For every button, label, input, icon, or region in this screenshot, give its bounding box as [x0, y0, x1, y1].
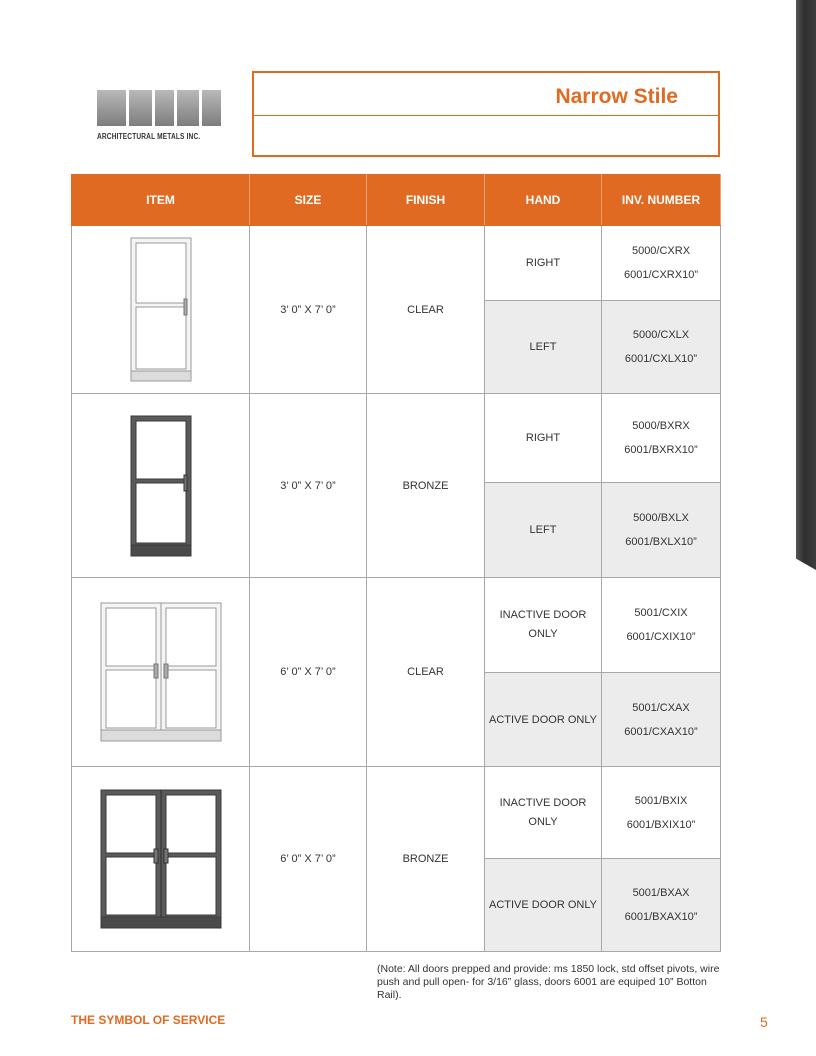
hand-cell: INACTIVE DOOR ONLY: [485, 578, 602, 673]
inv-number: 5000/CXRX: [631, 245, 691, 257]
item-image-cell: [72, 226, 250, 394]
header-hand: HAND: [485, 175, 602, 226]
item-image-cell: [72, 394, 250, 578]
page-number: 5: [760, 1014, 768, 1030]
inv-number-cell: [602, 859, 721, 952]
table-row: [72, 226, 721, 301]
company-logo: [97, 90, 221, 144]
page-title: Narrow Stile: [555, 85, 678, 108]
title-box: [252, 71, 720, 157]
inv-number: 5001/BXAX: [632, 887, 690, 899]
inv-number: 6001/BXLX10”: [625, 536, 697, 548]
hand-cell: LEFT: [485, 483, 602, 578]
size-cell: 6’ 0” X 7’ 0”: [250, 578, 367, 767]
inv-number: 6001/CXAX10”: [624, 725, 698, 738]
item-image-cell: [72, 767, 250, 952]
logo-subtitle: ARCHITECTURAL METALS INC.: [97, 132, 201, 141]
inv-number-cell: [602, 394, 721, 483]
single-door-clear-icon: [130, 237, 192, 382]
inv-number-cell: [602, 226, 721, 301]
inv-number: 5000/CXLX: [632, 329, 690, 341]
finish-cell: BRONZE: [367, 394, 485, 578]
single-door-bronze-icon: [130, 415, 192, 557]
inv-number-cell: [602, 767, 721, 859]
hand-cell: LEFT: [485, 301, 602, 394]
table-row: [72, 767, 721, 859]
hand-cell: INACTIVE DOOR ONLY: [485, 767, 602, 859]
double-door-clear-icon: [100, 602, 222, 742]
inv-number: 5001/CXIX: [634, 607, 688, 619]
table-header-row: [72, 175, 721, 226]
item-image-cell: [72, 578, 250, 767]
inv-number-cell: [602, 483, 721, 578]
finish-cell: CLEAR: [367, 226, 485, 394]
header-item: ITEM: [72, 175, 250, 226]
hand-cell: RIGHT: [485, 394, 602, 483]
table-row: [72, 394, 721, 483]
header-finish: FINISH: [367, 175, 485, 226]
inv-number: 5000/BXLX: [633, 512, 689, 524]
logo-wordmark-graphic: [97, 90, 221, 126]
hand-cell: ACTIVE DOOR ONLY: [485, 673, 602, 767]
inv-number: 6001/BXIX10”: [626, 818, 696, 831]
inv-number: 6001/CXIX10”: [626, 631, 696, 643]
hand-cell: RIGHT: [485, 226, 602, 301]
inv-number: 5001/BXIX: [634, 794, 688, 807]
inv-number: 6001/CXLX10”: [624, 353, 698, 365]
inv-number: 6001/BXAX10”: [624, 911, 698, 923]
double-door-bronze-icon: [100, 789, 222, 929]
hand-cell: ACTIVE DOOR ONLY: [485, 859, 602, 952]
header-inv-number: INV. NUMBER: [602, 175, 721, 226]
inv-number-cell: [602, 301, 721, 394]
finish-cell: BRONZE: [367, 767, 485, 952]
inv-number: 6001/CXRX10”: [624, 269, 698, 281]
inv-number: 6001/BXRX10”: [624, 444, 698, 456]
inv-number: 5001/CXAX: [632, 701, 690, 714]
inv-number: 5000/BXRX: [632, 420, 690, 432]
inventory-table: [71, 174, 721, 952]
size-cell: 6’ 0” X 7’ 0”: [250, 767, 367, 952]
size-cell: 3’ 0” X 7’ 0”: [250, 226, 367, 394]
page-edge-decoration: [796, 0, 816, 570]
header-size: SIZE: [250, 175, 367, 226]
finish-cell: CLEAR: [367, 578, 485, 767]
footnote: (Note: All doors prepped and provide: ms 1850 lock, std offset pivots, wire push and pull open- for 3/16” glass, doors 6001 are equiped 10” Botton Rail).: [377, 963, 720, 1001]
inv-number-cell: [602, 673, 721, 767]
inv-number-cell: [602, 578, 721, 673]
footer-tagline: THE SYMBOL OF SERVICE: [71, 1013, 226, 1027]
table-row: [72, 578, 721, 673]
size-cell: 3’ 0” X 7’ 0”: [250, 394, 367, 578]
